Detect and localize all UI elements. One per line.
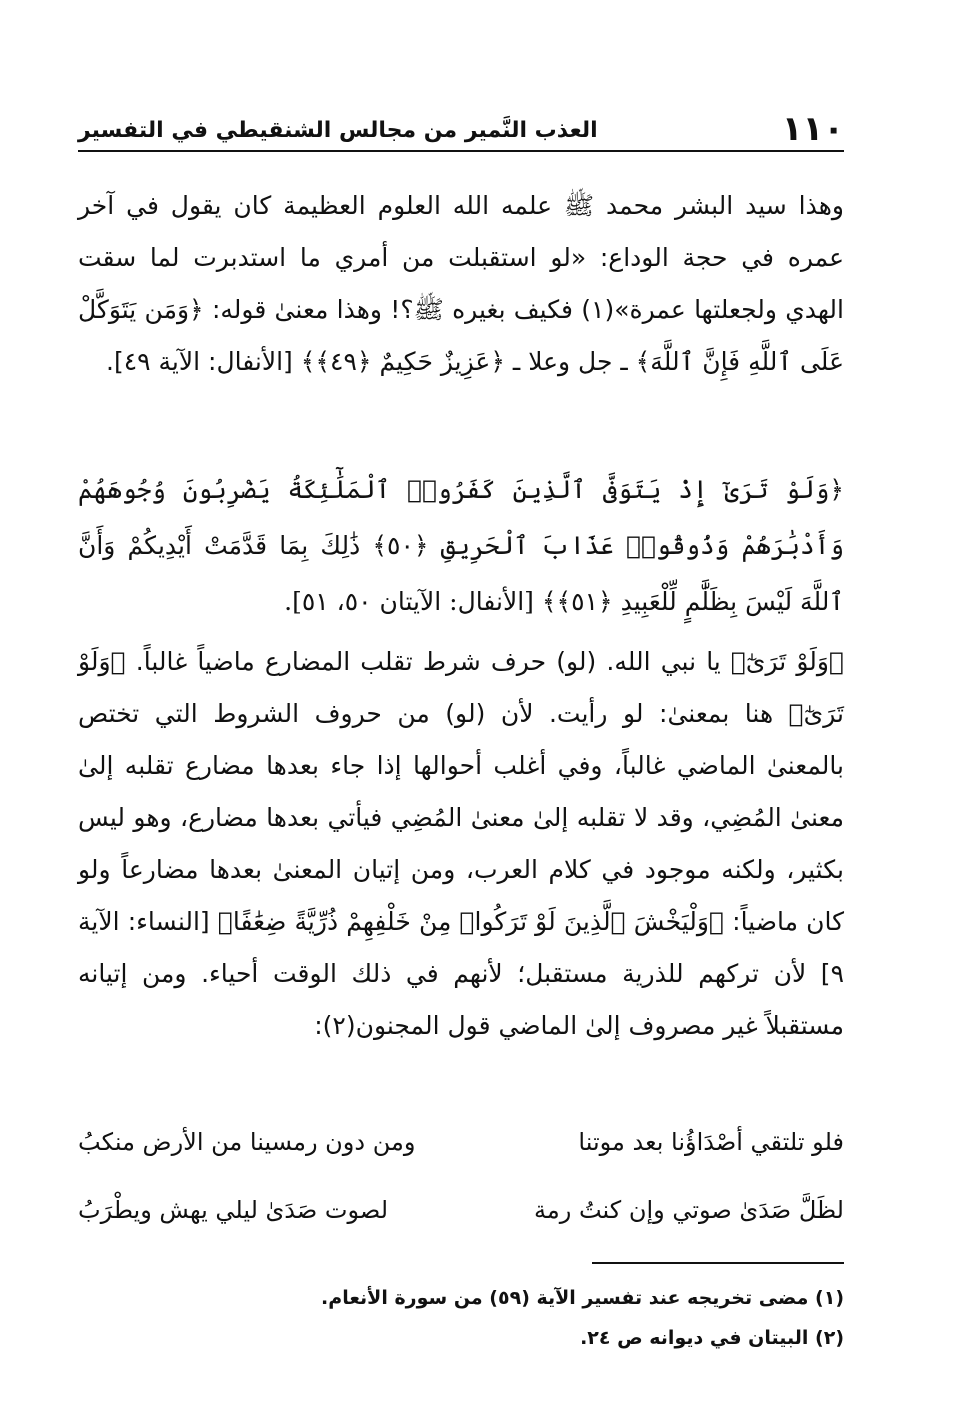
verse-2-first-hemistich: لظَلَّ صَدَىٰ صوتي وإن كنتُ رمة [534, 1196, 844, 1224]
verse-1-first-hemistich: فلو تلتقي أصْدَاؤُنا بعد موتنا [578, 1128, 844, 1156]
verse-2-second-hemistich: لصوت صَدَىٰ ليلي يهش ويطْرَبُ [78, 1196, 389, 1224]
page-header [78, 108, 844, 152]
quran-verse-paragraph: ﴿وَلَوْ تَرَىٰٓ إِذْ يَتَوَفَّى ٱلَّذِينَ كَفَرُوا۟ ٱلْمَلَٰٓئِكَةُ يَضْرِبُونَ وُجُوهَهُمْ وَأَدْبَٰرَهُمْ وَذُوقُوا۟ عَذَابَ ٱلْحَرِيقِ ﴿٥٠﴾ ذَٰلِكَ بِمَا قَدَّمَتْ أَيْدِيكُمْ وَأَنَّ ٱللَّهَ لَيْسَ بِظَلَّٰمٍ لِّلْعَبِيدِ ﴿٥١﴾﴾ [الأنفال: الآيتان ٥٠، ٥١]. [78, 475, 844, 616]
running-title: العذب النَّمير من مجالس الشنقيطي في التفسير [78, 118, 598, 143]
page-number: ١١٠ [781, 109, 844, 149]
footnote-1: (١) مضى تخريجه عند تفسير الآية (٥٩) من سورة الأنعام. [321, 1287, 844, 1309]
footnote-divider [592, 1262, 844, 1264]
verse-1-second-hemistich: ومن دون رمسينا من الأرض منكبُ [78, 1128, 416, 1156]
body-paragraph-3: ﴿وَلَوْ تَرَىٰٓ﴾ يا نبي الله. (لو) حرف شرط تقلب المضارع ماضياً غالباً. ﴿وَلَوْ تَرَىٰٓ﴾ هنا بمعنىٰ: لو رأيت. لأن (لو) من حروف الشروط التي تختص بالمعنىٰ الماضي غالباً، وفي أغلب أحوالها إذا جاء بعدها مضارع تقلبه إلىٰ معنىٰ المُضِي، وقد لا تقلبه إلىٰ معنىٰ المُضِي فيأتي بعدها مضارع، وهو ليس بكثير، ولكنه موجود في كلام العرب، ومن إتيان المعنىٰ بعدها مضارعاً ولو كان ماضياً: ﴿وَلْيَخْشَ ٱلَّذِينَ لَوْ تَرَكُوا۟ مِنْ خَلْفِهِمْ ذُرِّيَّةً ضِعَٰفًا﴾ [النساء: الآية ٩] لأن تركهم للذرية مستقبل؛ لأنهم في ذلك الوقت أحياء. ومن إتيانه مستقبلاً غير مصروف إلىٰ الماضي قول المجنون(٢): [78, 647, 844, 1040]
poem-verse-1 [78, 1122, 844, 1162]
footnotes [78, 1278, 844, 1358]
body-paragraph-1: وهذا سيد البشر محمد ﷺ علمه الله العلوم العظيمة كان يقول في آخر عمره في حجة الوداع: «لو استقبلت من أمري ما استدبرت لما سقت الهدي ولجعلتها عمرة»(١) فكيف بغيره ﷺ؟! وهذا معنىٰ قوله: ﴿وَمَن يَتَوَكَّلْ عَلَى ٱللَّهِ فَإِنَّ ٱللَّهَ﴾ ـ جل وعلا ـ ﴿عَزِيزٌ حَكِيمٌ ﴿٤٩﴾﴾ [الأنفال: الآية ٤٩]. [78, 191, 844, 376]
footnote-2: (٢) البيتان في ديوانه ص ٢٤. [580, 1327, 844, 1349]
poem-verse-2 [78, 1190, 844, 1230]
